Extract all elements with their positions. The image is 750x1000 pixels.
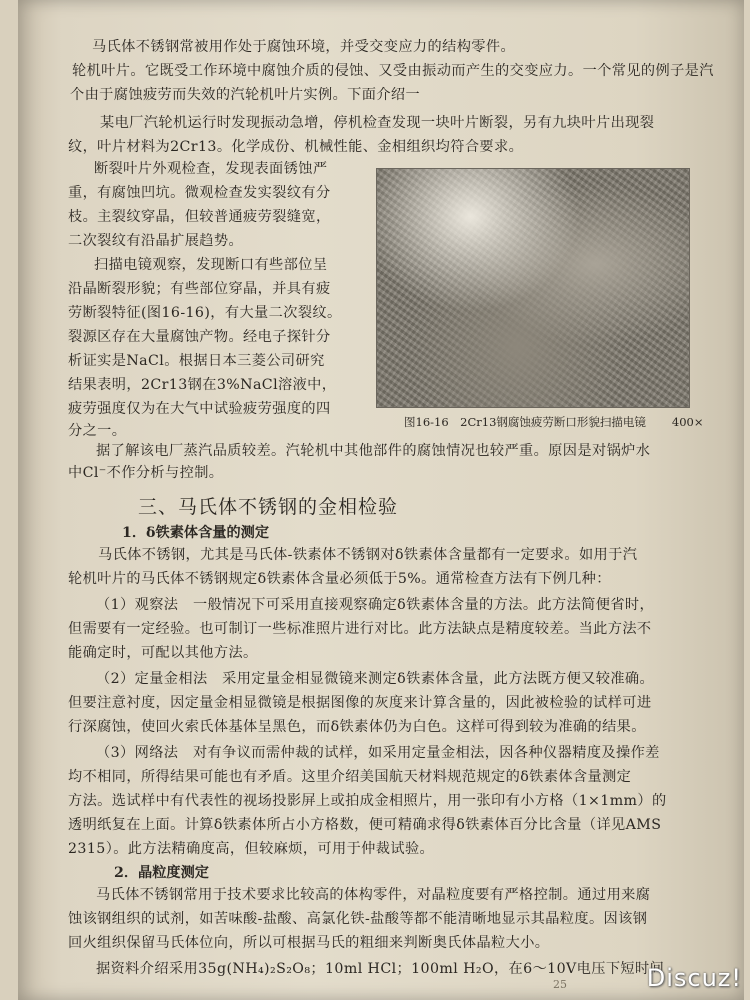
text-line: 劳断裂特征(图16-16)，有大量二次裂纹。 (68, 305, 342, 321)
figure-caption-text: 图16-16 2Cr13钢腐蚀疲劳断口形貌扫描电镜 (404, 415, 646, 429)
text-line: （3）网络法 对有争议而需仲裁的试样，如采用定量金相法，因各种仪器精度及操作差 (96, 745, 660, 761)
text-line: 马氏体不锈钢常被用作处于腐蚀环境，并受交变应力的结构零件。 (92, 39, 516, 55)
text-line: 轮机叶片。它既受工作环境中腐蚀介质的侵蚀、又受由振动而产生的交变应力。一个常见的例子是汽 (72, 63, 714, 79)
text-line: 行深腐蚀，使回火索氏体基体呈黑色，而δ铁素体仍为白色。这样可得到较为准确的结果。 (68, 719, 646, 735)
text-line: 轮机叶片的马氏体不锈钢规定δ铁素体含量必须低于5%。通常检查方法有下例几种： (68, 571, 611, 587)
subheading-delta-ferrite: 1．δ铁素体含量的测定 (122, 525, 270, 541)
text-line: 但需要有一定经验。也可制订一些标准照片进行对比。此方法缺点是精度较差。当此方法不 (68, 621, 652, 637)
text-line: （2）定量金相法 采用定量金相显微镜来测定δ铁素体含量，此方法既方便又较准确。 (96, 671, 655, 687)
page-number: 25 (553, 978, 567, 991)
text-line: 能确定时，可配以其他方法。 (68, 645, 258, 661)
sem-micrograph-image (376, 168, 690, 408)
text-line: 纹，叶片材料为2Cr13。化学成份、机械性能、金相组织均符合要求。 (68, 139, 524, 155)
text-line: 透明纸复在上面。计算δ铁素体所占小方格数，便可精确求得δ铁素体百分比含量（详见AMS (68, 817, 662, 833)
text-line: 个由于腐蚀疲劳而失效的汽轮机叶片实例。下面介绍一 (70, 87, 421, 103)
text-line: 分之一。 (68, 423, 127, 439)
text-line: 蚀该钢组织的试剂，如苦味酸-盐酸、高氯化铁-盐酸等都不能清晰地显示其晶粒度。因该钢 (68, 911, 648, 927)
text-line: 均不相同，所得结果可能也有矛盾。这里介绍美国航天材料规范规定的δ铁素体含量测定 (68, 769, 632, 785)
text-line: 但要注意衬度，因定量金相显微镜是根据图像的灰度来计算含量的，因此被检验的试样可进 (68, 695, 652, 711)
text-line: 沿晶断裂形貌；有些部位穿晶，并具有疲 (68, 281, 331, 297)
text-line: 2315）。此方法精确度高，但较麻烦，可用于仲裁试验。 (68, 841, 435, 857)
text-line: 马氏体不锈钢，尤其是马氏体-铁素体不锈钢对δ铁素体含量都有一定要求。如用于汽 (98, 547, 638, 563)
text-line: 析证实是NaCl。根据日本三菱公司研究 (68, 353, 325, 369)
text-line: 断裂叶片外观检查，发现表面锈蚀严 (94, 161, 328, 177)
text-line: 结果表明，2Cr13钢在3%NaCl溶液中， (68, 377, 337, 393)
book-page (18, 0, 744, 1000)
text-line: （1）观察法 一般情况下可采用直接观察确定δ铁素体含量的方法。此方法简便省时， (96, 597, 655, 613)
text-line: 某电厂汽轮机运行时发现振动急增，停机检查发现一块叶片断裂，另有九块叶片出现裂 (100, 115, 655, 131)
text-line: 重，有腐蚀凹坑。微观检查发实裂纹有分 (68, 185, 331, 201)
text-line: 扫描电镜观察，发现断口有些部位呈 (94, 257, 328, 273)
text-line: 马氏体不锈钢常用于技术要求比较高的体构零件，对晶粒度要有严格控制。通过用来腐 (96, 887, 651, 903)
text-line: 据资料介绍采用35g(NH₄)₂S₂O₈；10ml HCl；100ml H₂O，在6～10V电压下短时间 (96, 961, 665, 977)
figure-caption (404, 414, 704, 430)
text-line: 裂源区存在大量腐蚀产物。经电子探针分 (68, 329, 331, 345)
text-line: 据了解该电厂蒸汽品质较差。汽轮机中其他部件的腐蚀情况也较严重。原因是对锅炉水 (96, 443, 651, 459)
text-line: 枝。主裂纹穿晶，但较普通疲劳裂缝宽， (68, 209, 331, 225)
figure-magnification: 400× (671, 415, 704, 429)
text-line: 疲劳强度仅为在大气中试验疲劳强度的四 (68, 401, 331, 417)
text-line: 回火组织保留马氏体位向，所以可根据马氏的粗细来判断奥氏体晶粒大小。 (68, 935, 550, 951)
section-heading: 三、马氏体不锈钢的金相检验 (138, 496, 399, 518)
text-line: 方法。选试样中有代表性的视场投影屏上或拍成金相照片，用一张印有小方格（1×1mm）的 (68, 793, 667, 809)
text-line: 中Cl⁻不作分析与控制。 (68, 465, 224, 481)
site-watermark: Discuz! (646, 964, 742, 992)
subheading-grain-size: 2．晶粒度测定 (114, 865, 209, 881)
text-line: 二次裂纹有沿晶扩展趋势。 (68, 233, 244, 249)
